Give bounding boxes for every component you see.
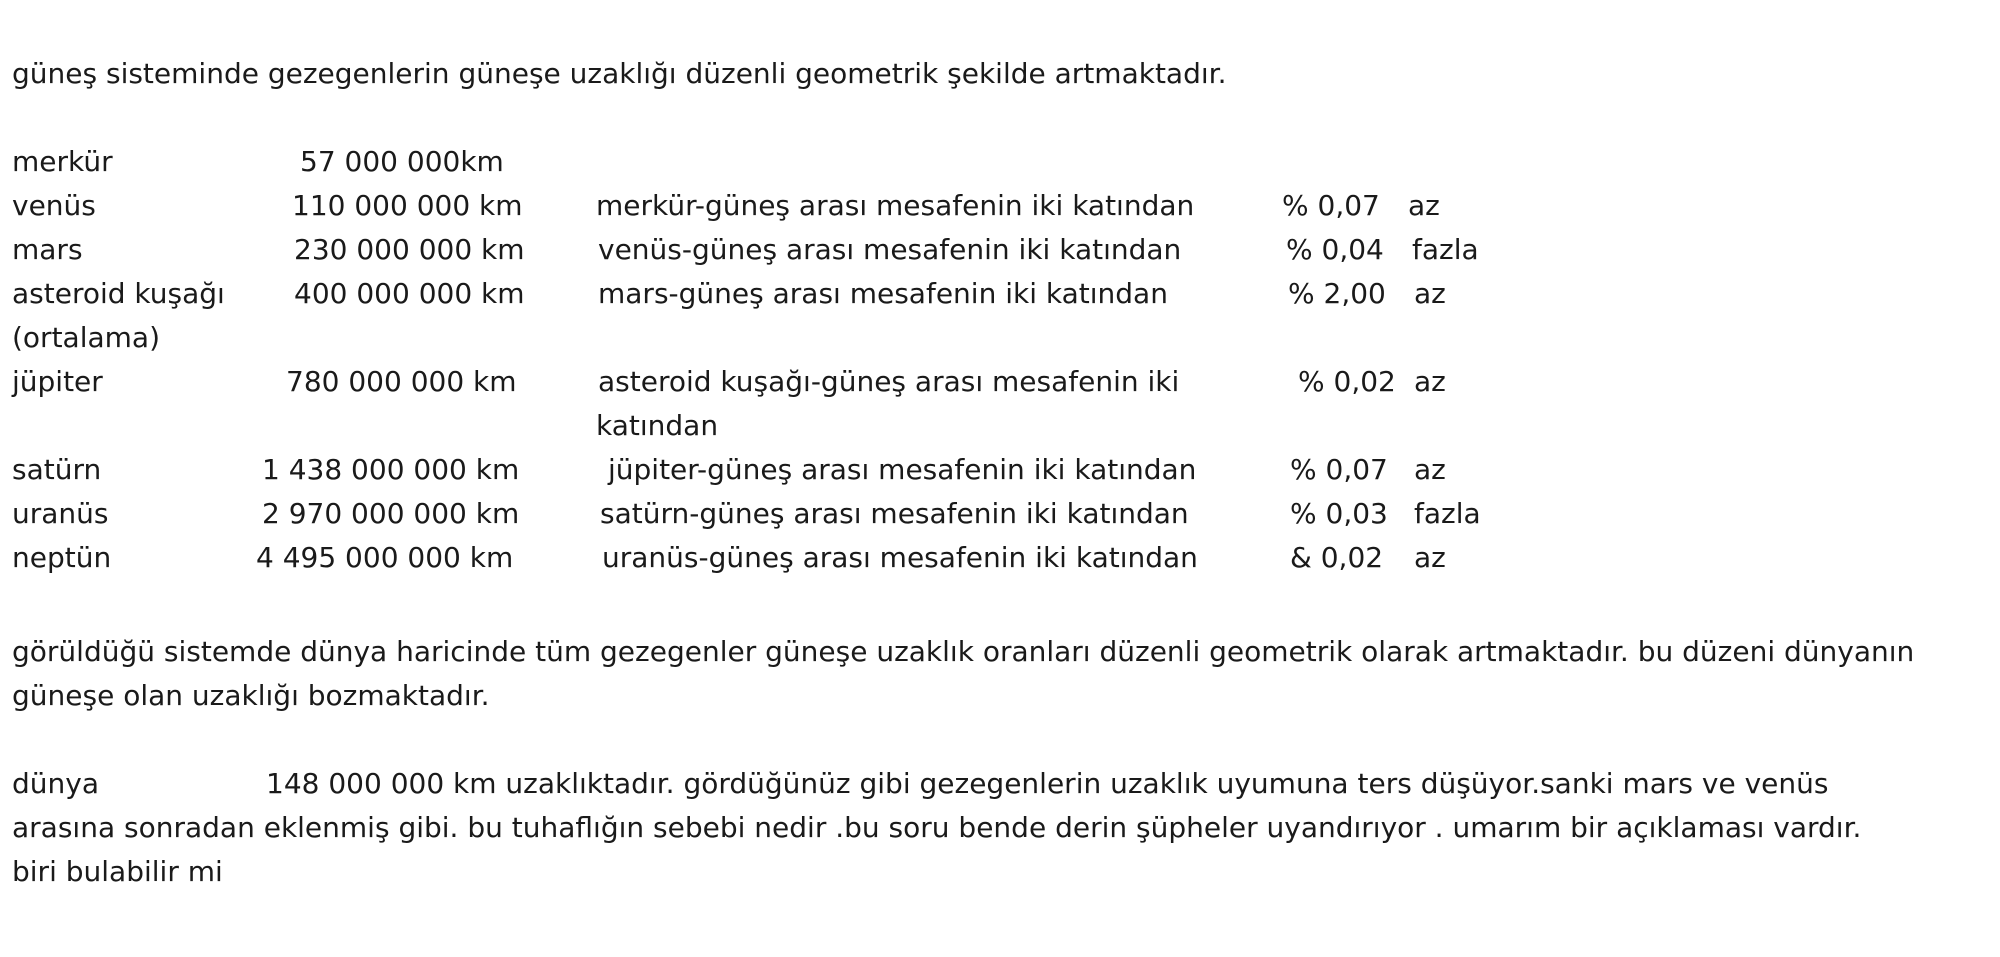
planet-name: neptün [12, 541, 112, 574]
earth-text: 148 000 000 km uzaklıktadır. gördüğünüz gibi gezegenlerin uzaklık uyumuna ters düşüyor.sanki mars ve venüs [266, 767, 1829, 800]
ratio-description: venüs-güneş arası mesafenin iki katından [598, 233, 1182, 266]
ratio-description: mars-güneş arası mesafenin iki katından [598, 277, 1168, 310]
ratio-percent: & 0,02 [1290, 541, 1384, 574]
ratio-description: merkür-güneş arası mesafenin iki katından [596, 189, 1195, 222]
earth-label: dünya [12, 767, 99, 800]
question-line: biri bulabilir mi [12, 855, 223, 888]
ratio-direction: az [1414, 453, 1446, 486]
ratio-description: asteroid kuşağı-güneş arası mesafenin iki [598, 365, 1180, 398]
table-row [0, 492, 2000, 536]
ratio-direction: az [1414, 365, 1446, 398]
table-row [0, 316, 2000, 360]
table-row [0, 448, 2000, 492]
ratio-description: satürn-güneş arası mesafenin iki katından [600, 497, 1189, 530]
conclusion-line: görüldüğü sistemde dünya haricinde tüm gezegenler güneşe uzaklık oranları düzenli geometrik olarak artmaktadır. bu düzeni dünyanın [12, 635, 1915, 668]
table-row [0, 272, 2000, 316]
planet-distance: 4 495 000 000 km [256, 541, 514, 574]
planet-name: asteroid kuşağı [12, 277, 225, 310]
table-row [0, 404, 2000, 448]
ratio-percent: % 0,02 [1298, 365, 1396, 398]
planet-distance: 57 000 000km [300, 145, 504, 178]
planet-distance: 230 000 000 km [294, 233, 525, 266]
intro-sentence: güneş sisteminde gezegenlerin güneşe uzaklığı düzenli geometrik şekilde artmaktadır. [12, 57, 1227, 90]
planet-name: merkür [12, 145, 113, 178]
planet-distance: 780 000 000 km [286, 365, 517, 398]
table-row [0, 140, 2000, 184]
table-row [0, 228, 2000, 272]
conclusion-line: güneşe olan uzaklığı bozmaktadır. [12, 679, 490, 712]
planet-distance: 1 438 000 000 km [262, 453, 520, 486]
planet-name: satürn [12, 453, 102, 486]
ratio-percent: % 0,04 [1286, 233, 1384, 266]
planet-distance: 400 000 000 km [294, 277, 525, 310]
table-row [0, 184, 2000, 228]
ratio-direction: fazla [1414, 497, 1481, 530]
ratio-description: jüpiter-güneş arası mesafenin iki katından [608, 453, 1197, 486]
planet-name: venüs [12, 189, 96, 222]
planet-distance: 110 000 000 km [292, 189, 523, 222]
ratio-percent: % 0,07 [1282, 189, 1380, 222]
ratio-percent: % 0,07 [1290, 453, 1388, 486]
ratio-direction: az [1414, 541, 1446, 574]
ratio-percent: % 2,00 [1288, 277, 1386, 310]
planet-name: mars [12, 233, 83, 266]
ratio-percent: % 0,03 [1290, 497, 1388, 530]
planet-name: uranüs [12, 497, 109, 530]
ratio-direction: az [1408, 189, 1440, 222]
ratio-description: uranüs-güneş arası mesafenin iki katından [602, 541, 1198, 574]
table-row [0, 536, 2000, 580]
ratio-description: katından [596, 409, 719, 442]
planet-name: jüpiter [12, 365, 103, 398]
planet-name: (ortalama) [12, 321, 160, 354]
table-row [0, 360, 2000, 404]
ratio-direction: fazla [1412, 233, 1479, 266]
question-line: arasına sonradan eklenmiş gibi. bu tuhaflığın sebebi nedir .bu soru bende derin şüpheler uyandırıyor . umarım bir açıklaması vardır. [12, 811, 1862, 844]
planet-distance: 2 970 000 000 km [262, 497, 520, 530]
earth-line [12, 762, 1829, 806]
ratio-direction: az [1414, 277, 1446, 310]
